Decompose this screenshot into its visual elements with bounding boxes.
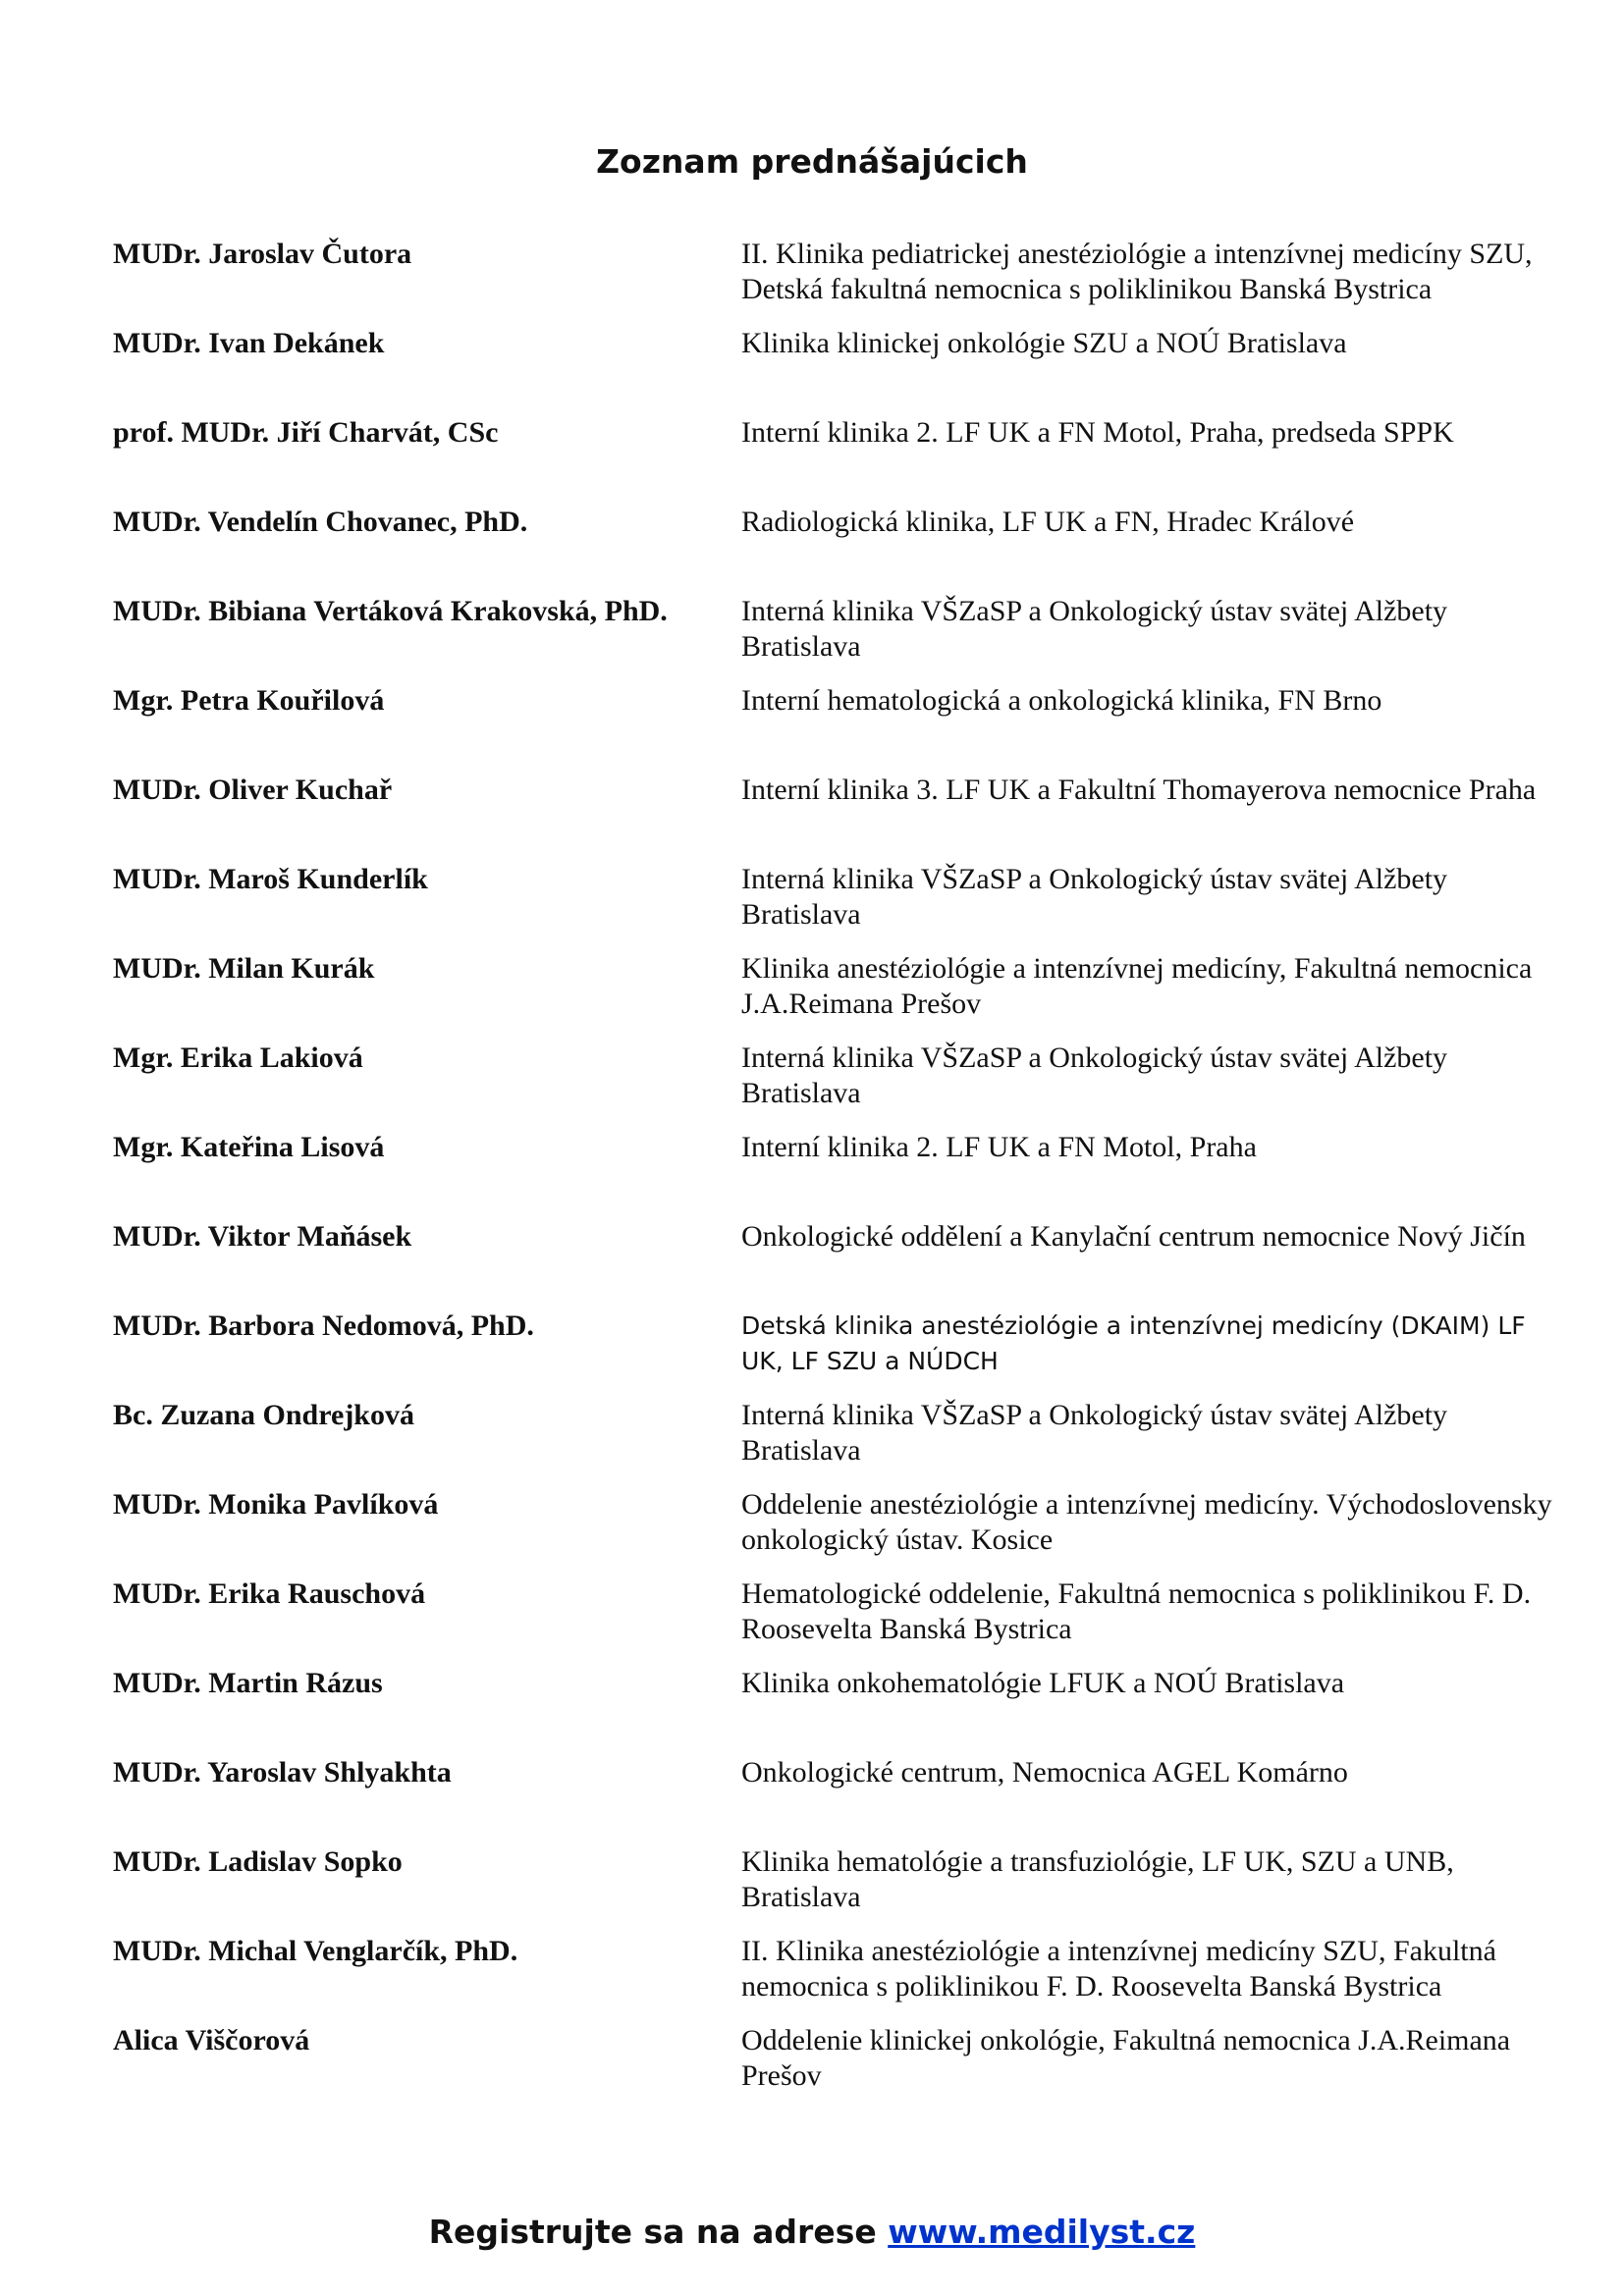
speaker-row	[113, 1844, 1566, 1934]
speaker-affiliation: Interní hematologická a onkologická klinika, FN Brno	[741, 684, 1382, 717]
speaker-row	[113, 237, 1566, 326]
speaker-name: Mgr. Petra Kouřilová	[113, 684, 385, 717]
speaker-affiliation: Interní klinika 2. LF UK a FN Motol, Praha, predseda SPPK	[741, 416, 1454, 449]
speaker-row	[113, 415, 1566, 505]
speaker-affiliation: Klinika onkohematológie LFUK a NOÚ Bratislava	[741, 1667, 1345, 1699]
speaker-name: MUDr. Vendelín Chovanec, PhD.	[113, 506, 528, 538]
speaker-affiliation: Onkologické oddělení a Kanylační centrum nemocnice Nový Jičín	[741, 1220, 1526, 1253]
speaker-affiliation: Interná klinika VŠZaSP a Onkologický ústav svätej Alžbety Bratislava	[741, 1041, 1448, 1109]
speaker-row	[113, 594, 1566, 683]
speaker-row	[113, 773, 1566, 862]
speaker-row	[113, 1487, 1566, 1576]
speaker-name: MUDr. Ladislav Sopko	[113, 1845, 403, 1878]
speaker-name: MUDr. Erika Rauschová	[113, 1577, 426, 1610]
speaker-affiliation: II. Klinika anestéziológie a intenzívnej medicíny SZU, Fakultná nemocnica s poliklinikou F. D. Roosevelta Banská Bystrica	[741, 1935, 1496, 2002]
speaker-name: MUDr. Jaroslav Čutora	[113, 238, 412, 270]
speaker-affiliation: Radiologická klinika, LF UK a FN, Hradec Králové	[741, 506, 1355, 538]
speaker-name: MUDr. Michal Venglarčík, PhD.	[113, 1935, 518, 1967]
speaker-name: MUDr. Viktor Maňásek	[113, 1220, 412, 1253]
speaker-affiliation: Oddelenie klinickej onkológie, Fakultná nemocnica J.A.Reimana Prešov	[741, 2024, 1511, 2092]
speaker-list	[113, 237, 1566, 2112]
speaker-row	[113, 1934, 1566, 2023]
speaker-row	[113, 1398, 1566, 1487]
speaker-row	[113, 1755, 1566, 1844]
speaker-name: prof. MUDr. Jiří Charvát, CSc	[113, 416, 499, 449]
speaker-row	[113, 505, 1566, 594]
speaker-name: MUDr. Oliver Kuchař	[113, 774, 393, 806]
speaker-name: MUDr. Maroš Kunderlík	[113, 863, 428, 895]
speaker-affiliation: Interná klinika VŠZaSP a Onkologický ústav svätej Alžbety Bratislava	[741, 595, 1448, 663]
speaker-name: Mgr. Erika Lakiová	[113, 1041, 363, 1074]
speaker-row	[113, 862, 1566, 951]
speaker-affiliation: Interní klinika 3. LF UK a Fakultní Thomayerova nemocnice Praha	[741, 774, 1537, 806]
speaker-affiliation: Hematologické oddelenie, Fakultná nemocnica s poliklinikou F. D. Roosevelta Banská Bystrica	[741, 1577, 1532, 1645]
speaker-row	[113, 326, 1566, 415]
speaker-row	[113, 2023, 1566, 2112]
speaker-name: MUDr. Yaroslav Shlyakhta	[113, 1756, 452, 1789]
registration-text: Registrujte sa na adrese	[428, 2213, 889, 2251]
speaker-affiliation: Onkologické centrum, Nemocnica AGEL Komárno	[741, 1756, 1348, 1789]
speaker-affiliation: II. Klinika pediatrickej anestéziológie a intenzívnej medicíny SZU, Detská fakultná nemocnica s poliklinikou Banská Bystrica	[741, 238, 1533, 305]
speaker-row	[113, 683, 1566, 773]
speaker-affiliation: Klinika klinickej onkológie SZU a NOÚ Bratislava	[741, 327, 1347, 359]
speaker-name: MUDr. Milan Kurák	[113, 952, 375, 985]
speaker-affiliation: Interná klinika VŠZaSP a Onkologický ústav svätej Alžbety Bratislava	[741, 863, 1448, 931]
speaker-row	[113, 1666, 1566, 1755]
speaker-row	[113, 1041, 1566, 1130]
speaker-name: MUDr. Monika Pavlíková	[113, 1488, 439, 1521]
speaker-row	[113, 1308, 1566, 1398]
speaker-name: Alica Viščorová	[113, 2024, 310, 2056]
speaker-affiliation: Interní klinika 2. LF UK a FN Motol, Praha	[741, 1131, 1257, 1163]
speaker-row	[113, 1576, 1566, 1666]
speaker-affiliation: Oddelenie anestéziológie a intenzívnej medicíny. Východoslovensky onkologický ústav. Kosice	[741, 1488, 1552, 1556]
page-title: Zoznam prednášajúcich	[596, 142, 1028, 181]
speaker-name: MUDr. Martin Rázus	[113, 1667, 383, 1699]
speaker-affiliation: Detská klinika anestéziológie a intenzívnej medicíny (DKAIM) LF UK, LF SZU a NÚDCH	[741, 1311, 1526, 1375]
speaker-name: MUDr. Barbora Nedomová, PhD.	[113, 1309, 534, 1342]
speaker-row	[113, 1219, 1566, 1308]
speaker-affiliation: Klinika anestéziológie a intenzívnej medicíny, Fakultná nemocnica J.A.Reimana Prešov	[741, 952, 1533, 1020]
speaker-name: MUDr. Ivan Dekánek	[113, 327, 385, 359]
speaker-affiliation: Interná klinika VŠZaSP a Onkologický ústav svätej Alžbety Bratislava	[741, 1399, 1448, 1467]
speaker-row	[113, 1130, 1566, 1219]
registration-footer	[0, 2213, 1624, 2252]
speaker-name: Bc. Zuzana Ondrejková	[113, 1399, 414, 1431]
speaker-name: Mgr. Kateřina Lisová	[113, 1131, 385, 1163]
speaker-name: MUDr. Bibiana Vertáková Krakovská, PhD.	[113, 595, 668, 627]
website-link[interactable]: www.medilyst.cz	[888, 2213, 1196, 2251]
speaker-affiliation: Klinika hematológie a transfuziológie, LF UK, SZU a UNB, Bratislava	[741, 1845, 1454, 1913]
speaker-row	[113, 951, 1566, 1041]
